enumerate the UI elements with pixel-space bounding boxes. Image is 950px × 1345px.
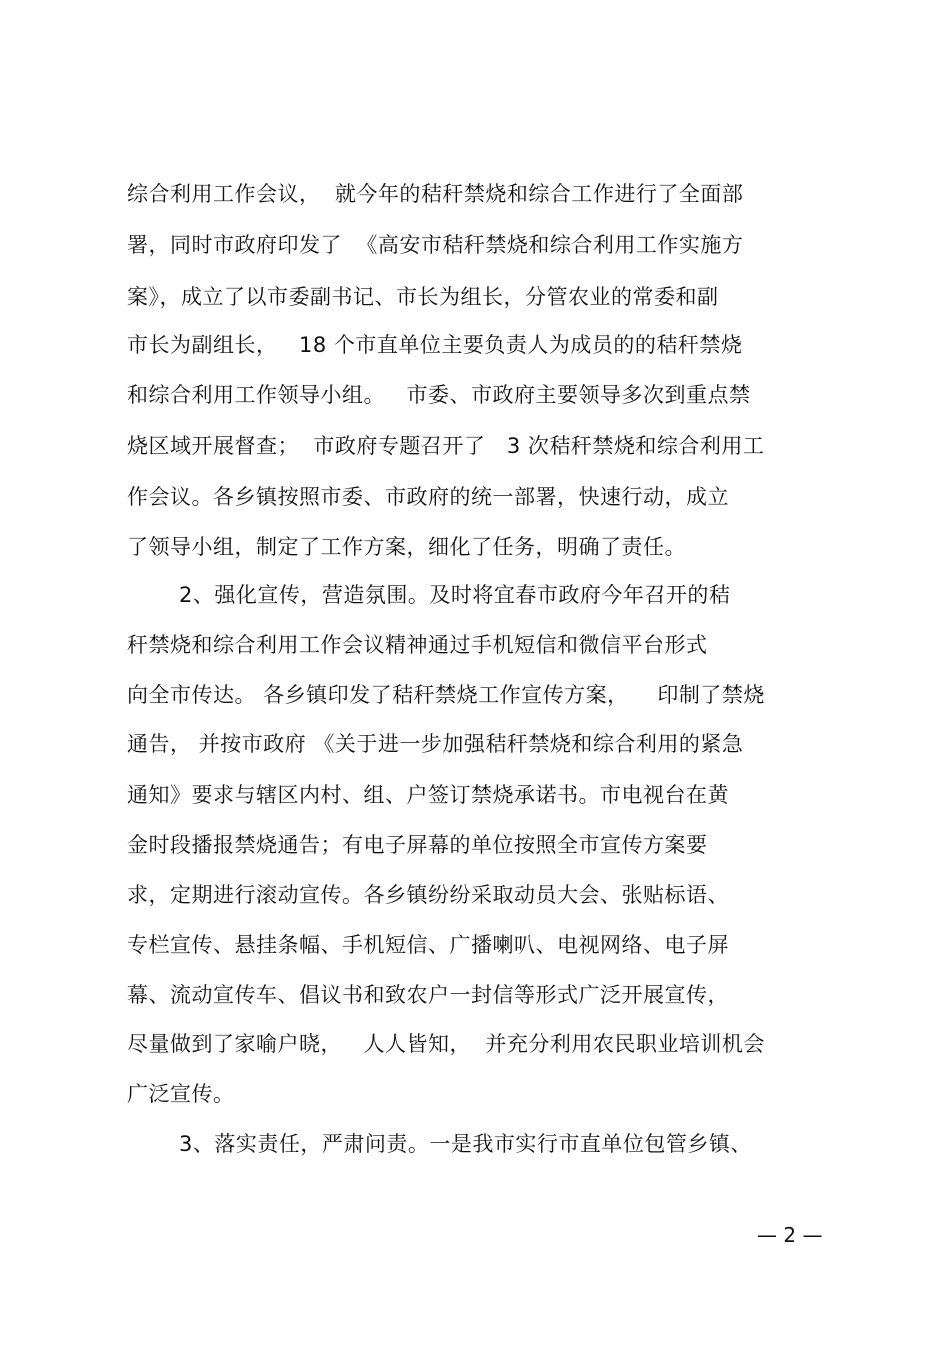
text-line: 通知》要求与辖区内村、组、户签订禁烧承诺书。市电视台在黄	[127, 783, 729, 807]
page-number: — 2 —	[757, 1223, 823, 1247]
text-line: 和综合利用工作领导小组。 市委、市政府主要领导多次到重点禁	[127, 383, 751, 407]
text-line: 综合利用工作会议， 就今年的秸秆禁烧和综合工作进行了全面部	[127, 182, 744, 206]
text-line: 幕、流动宣传车、倡议书和致农户一封信等形式广泛开展宣传，	[127, 983, 729, 1007]
text-line: 秆禁烧和综合利用工作会议精神通过手机短信和微信平台形式	[127, 633, 708, 657]
text-line: 了领导小组，制定了工作方案，细化了任务，明确了责任。	[127, 535, 686, 559]
text-line: 求，定期进行滚动宣传。各乡镇纷纷采取动员大会、张贴标语、	[127, 883, 729, 907]
text-line: 烧区域开展督查； 市政府专题召开了 3 次秸秆禁烧和综合利用工	[127, 434, 765, 458]
text-line: 案》，成立了以市委副书记、市长为组长，分管农业的常委和副	[127, 285, 719, 309]
text-line: 市长为副组长， 18 个市直单位主要负责人为成员的的秸秆禁烧	[127, 333, 743, 357]
text-line: 通告， 并按市政府 《关于进一步加强秸秆禁烧和综合利用的紧急	[127, 732, 744, 756]
text-line: 向全市传达。 各乡镇印发了秸秆禁烧工作宣传方案， 印制了禁烧	[127, 683, 765, 707]
text-line: 金时段播报禁烧通告；有电子屏幕的单位按照全市宣传方案要	[127, 833, 708, 857]
text-line: 广泛宣传。	[127, 1082, 235, 1106]
text-line: 专栏宣传、悬挂条幅、手机短信、广播喇叭、电视网络、电子屏	[127, 933, 729, 957]
text-line: 署，同时市政府印发了 《高安市秸秆禁烧和综合利用工作实施方	[127, 233, 744, 257]
text-line: 2、强化宣传，营造氛围。及时将宜春市政府今年召开的秸	[179, 583, 731, 607]
text-line: 尽量做到了家喻户晓， 人人皆知， 并充分利用农民职业培训机会	[127, 1032, 765, 1056]
text-line: 3、落实责任，严肃问责。一是我市实行市直单位包管乡镇、	[179, 1132, 752, 1156]
text-line: 作会议。各乡镇按照市委、市政府的统一部署，快速行动，成立	[127, 485, 729, 509]
